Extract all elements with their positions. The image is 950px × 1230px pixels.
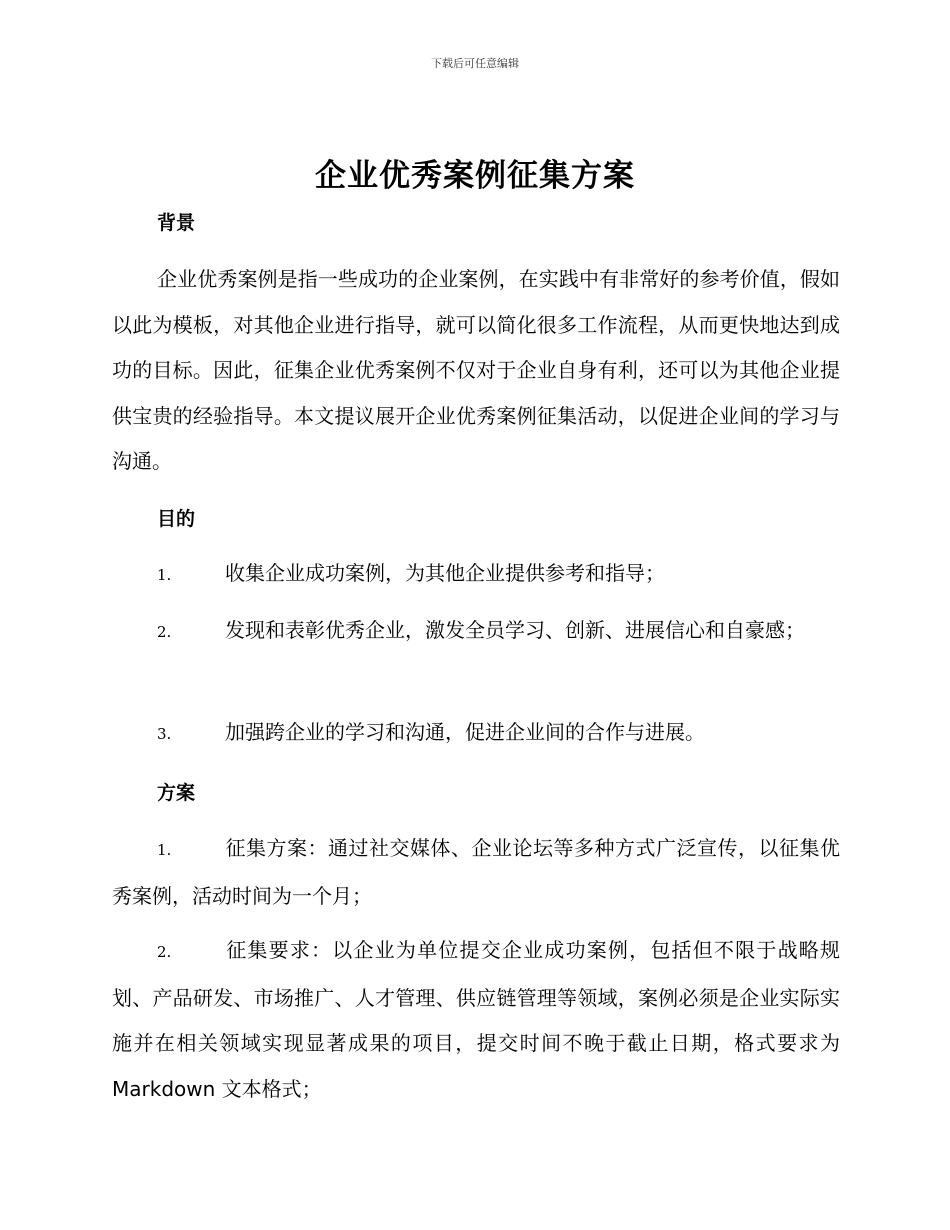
item-text: 收集企业成功案例，为其他企业提供参考和指导； (225, 561, 665, 585)
purpose-item (112, 551, 840, 599)
purpose-item (112, 710, 840, 758)
plan-item (112, 826, 840, 919)
section-heading-background: 背景 (157, 212, 196, 234)
background-paragraph (112, 257, 840, 485)
item-number: 1. (157, 566, 172, 584)
item-number: 2. (157, 943, 172, 961)
item-number: 1. (157, 841, 172, 859)
item-number: 3. (157, 725, 172, 743)
purpose-item (112, 608, 840, 656)
header-note: 下载后可任意编辑 (431, 57, 519, 70)
section-heading-purpose: 目的 (157, 508, 196, 530)
item-text: 征集要求：以企业为单位提交企业成功案例，包括但不限于战略规划、产品研发、市场推广、人才管理、供应链管理等领域，案例必须是企业实际实施并在相关领域实现显著成果的项目，提交时间不晚于截止日期，格式要求为 Markdown 文本格式； (112, 938, 840, 1101)
item-text: 发现和表彰优秀企业，激发全员学习、创新、进展信心和自豪感； (225, 618, 805, 642)
plan-item (112, 928, 840, 1112)
section-heading-plan: 方案 (157, 782, 196, 804)
item-text: 征集方案：通过社交媒体、企业论坛等多种方式广泛宣传，以征集优秀案例，活动时间为一个月； (112, 836, 840, 908)
background-text: 企业优秀案例是指一些成功的企业案例，在实践中有非常好的参考价值，假如以此为模板，对其他企业进行指导，就可以简化很多工作流程，从而更快地达到成功的目标。因此，征集企业优秀案例不仅对于企业自身有利，还可以为其他企业提供宝贵的经验指导。本文提议展开企业优秀案例征集活动，以促进企业间的学习与沟通。 (112, 267, 840, 473)
document-title: 企业优秀案例征集方案 (315, 158, 635, 194)
item-number: 2. (157, 623, 172, 641)
item-text: 加强跨企业的学习和沟通，促进企业间的合作与进展。 (225, 720, 705, 744)
